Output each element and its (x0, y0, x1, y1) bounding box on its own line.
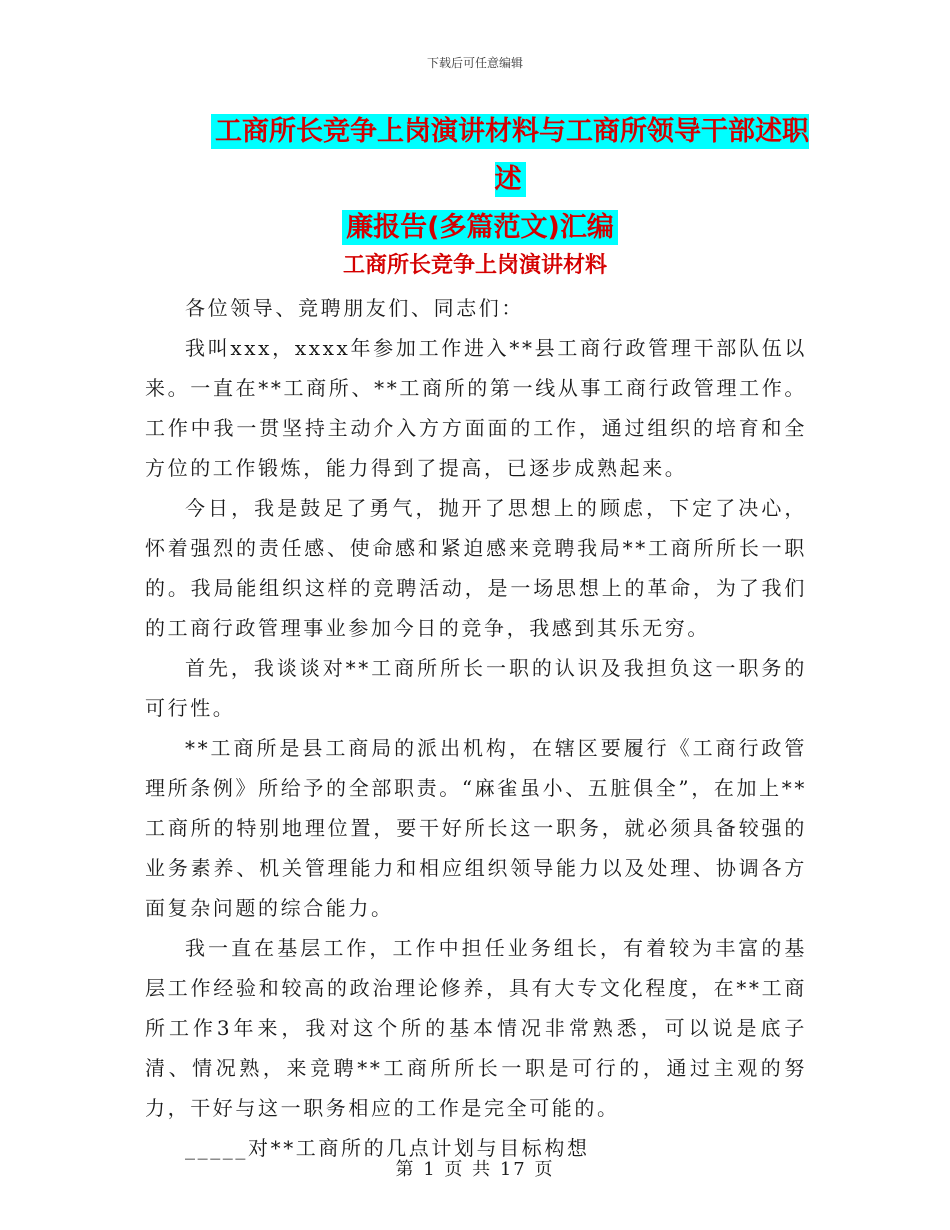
title-line-1: 工商所长竞争上岗演讲材料与工商所领导干部述职述 (211, 114, 809, 197)
paragraph: **工商所是县工商局的派出机构，在辖区要履行《工商行政管理所条例》所给予的全部职责。“麻雀虽小、五脏俱全”，在加上**工商所的特别地理位置，要干好所长这一职务，就必须具备较强的业务素养、机关管理能力和相应组织领导能力以及处理、协调各方面复杂问题的综合能力。 (145, 736, 807, 920)
paragraph: 我叫xxx，xxxx年参加工作进入**县工商行政管理干部队伍以来。一直在**工商所、**工商所的第一线从事工商行政管理工作。工作中我一贯坚持主动介入方方面面的工作，通过组织的培育和全方位的工作锻炼，能力得到了提高，已逐步成熟起来。 (145, 336, 807, 480)
document-title (140, 108, 820, 252)
body-text (145, 288, 807, 1168)
page-footer: 第 1 页 共 17 页 (395, 1159, 555, 1180)
paragraph: 今日，我是鼓足了勇气，抛开了思想上的顾虑，下定了决心，怀着强烈的责任感、使命感和紧迫感来竞聘我局**工商所所长一职的。我局能组织这样的竞聘活动，是一场思想上的革命，为了我们的工商行政管理事业参加今日的竞争，我感到其乐无穷。 (145, 496, 807, 640)
header-note: 下载后可任意编辑 (426, 56, 523, 70)
section-title: 工商所长竞争上岗演讲材料 (342, 253, 607, 278)
paragraph: 各位领导、竞聘朋友们、同志们： (185, 296, 524, 320)
paragraph: _____对**工商所的几点计划与目标构想 (185, 1136, 590, 1160)
paragraph: 首先，我谈谈对**工商所所长一职的认识及我担负这一职务的可行性。 (145, 656, 807, 720)
title-line-2: 廉报告(多篇范文)汇编 (342, 210, 618, 245)
paragraph: 我一直在基层工作，工作中担任业务组长，有着较为丰富的基层工作经验和较高的政治理论修养，具有大专文化程度，在**工商所工作3年来，我对这个所的基本情况非常熟悉，可以说是底子清、情况熟，来竞聘**工商所所长一职是可行的，通过主观的努力，干好与这一职务相应的工作是完全可能的。 (145, 936, 807, 1120)
